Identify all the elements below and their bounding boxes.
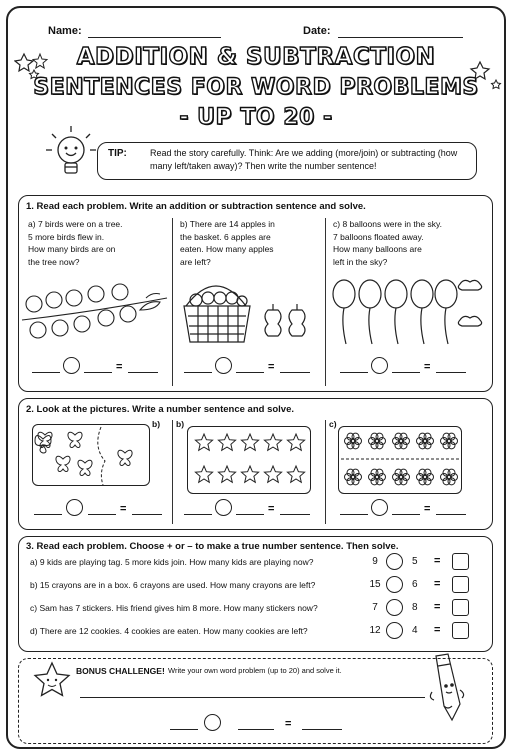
title-line-2: SENTENCES FOR WORD PROBLEMS [33, 75, 479, 100]
operator-circle[interactable] [386, 622, 403, 639]
section-3-problem-text: c) Sam has 7 stickers. His friend gives him 8 more. How many stickers now? [30, 603, 318, 613]
birds-on-branch-illustration [20, 280, 170, 342]
operator-circle[interactable] [63, 357, 80, 374]
section-3-problem-text: d) There are 12 cookies. 4 cookies are eaten. How many cookies are left? [30, 626, 308, 636]
section-2-heading: 2. Look at the pictures. Write a number sentence and solve. [26, 404, 295, 415]
star-icon [195, 466, 212, 482]
operator-circle[interactable] [371, 499, 388, 516]
answer-line[interactable] [302, 729, 342, 730]
problem-1c: c) 8 balloons were in the sky. 7 balloons floated away. How many balloons are left in the sky? [333, 219, 443, 267]
answer-box[interactable] [452, 622, 469, 639]
answer-box[interactable] [452, 599, 469, 616]
operator-circle[interactable] [215, 499, 232, 516]
divider [172, 218, 173, 386]
apple-basket-illustration [182, 270, 322, 348]
operator-circle[interactable] [386, 553, 403, 570]
answer-line[interactable] [128, 372, 158, 373]
star-icon [218, 434, 235, 450]
star-icon [241, 466, 258, 482]
divider [325, 218, 326, 386]
answer-box[interactable] [452, 553, 469, 570]
answer-line[interactable] [132, 514, 162, 515]
number-b: 5 [412, 556, 418, 567]
tip-label: TIP: [108, 148, 127, 159]
number-b: 8 [412, 602, 418, 613]
flower-icon [369, 469, 386, 485]
number-a: 7 [372, 602, 378, 613]
balloons-illustration [330, 274, 490, 348]
title-line-1: ADDITION & SUBTRACTION [76, 44, 436, 70]
answer-line[interactable] [436, 372, 466, 373]
number-a: 9 [372, 556, 378, 567]
operator-circle[interactable] [386, 576, 403, 593]
star-icon [32, 660, 72, 700]
answer-line[interactable] [280, 372, 310, 373]
date-label: Date: [303, 25, 331, 37]
name-label: Name: [48, 25, 82, 37]
bonus-writing-line[interactable] [80, 697, 425, 698]
name-field[interactable] [88, 37, 221, 38]
flower-icon [417, 469, 434, 485]
number-a: 15 [369, 579, 381, 590]
answer-box[interactable] [452, 576, 469, 593]
number-b: 4 [412, 625, 418, 636]
star-icon [195, 434, 212, 450]
operator-circle[interactable] [215, 357, 232, 374]
operator-circle[interactable] [66, 499, 83, 516]
lightbulb-icon [40, 122, 102, 184]
butterflies-picture [32, 424, 150, 486]
flower-icon [345, 433, 362, 449]
date-field[interactable] [338, 37, 463, 38]
problem-1b: b) There are 14 apples in the basket. 6 apples are eaten. How many apples are left? [180, 219, 275, 267]
operator-circle[interactable] [204, 714, 221, 731]
section-1-heading: 1. Read each problem. Write an addition or subtraction sentence and solve. [26, 201, 366, 212]
star-icon [287, 434, 304, 450]
section-3-problem-text: b) 15 crayons are in a box. 6 crayons are used. How many crayons are left? [30, 580, 316, 590]
star-icon [264, 434, 281, 450]
section-3-problem-text: a) 9 kids are playing tag. 5 more kids join. How many kids are playing now? [30, 557, 314, 567]
star-icon [264, 466, 281, 482]
section-3-heading: 3. Read each problem. Choose + or – to make a true number sentence. Then solve. [26, 541, 399, 552]
flowers-picture [338, 426, 462, 494]
bonus-text: Write your own word problem (up to 20) and solve it. [168, 666, 342, 675]
flower-icon [369, 433, 386, 449]
operator-circle[interactable] [371, 357, 388, 374]
flower-icon [441, 433, 458, 449]
number-a: 12 [369, 625, 381, 636]
flower-icon [345, 469, 362, 485]
flower-icon [393, 469, 410, 485]
stars-picture [187, 426, 311, 494]
number-b: 6 [412, 579, 418, 590]
answer-line[interactable] [280, 514, 310, 515]
bonus-label: BONUS CHALLENGE! [76, 666, 165, 676]
flower-icon [441, 469, 458, 485]
star-icon [287, 466, 304, 482]
answer-line[interactable] [436, 514, 466, 515]
star-icon [218, 466, 235, 482]
flower-icon [393, 433, 410, 449]
tip-box [97, 142, 477, 180]
pencil-icon [428, 652, 478, 730]
star-icon [241, 434, 258, 450]
tip-text: Read the story carefully. Think: Are we adding (more/join) or subtracting (how many left/taken away)? Then write the number sentence! [150, 148, 458, 171]
problem-1a: a) 7 birds were on a tree. 5 more birds flew in. How many birds are on the tree now? [28, 219, 123, 267]
title-line-3: - UP TO 20 - [179, 105, 333, 130]
flower-icon [417, 433, 434, 449]
operator-circle[interactable] [386, 599, 403, 616]
